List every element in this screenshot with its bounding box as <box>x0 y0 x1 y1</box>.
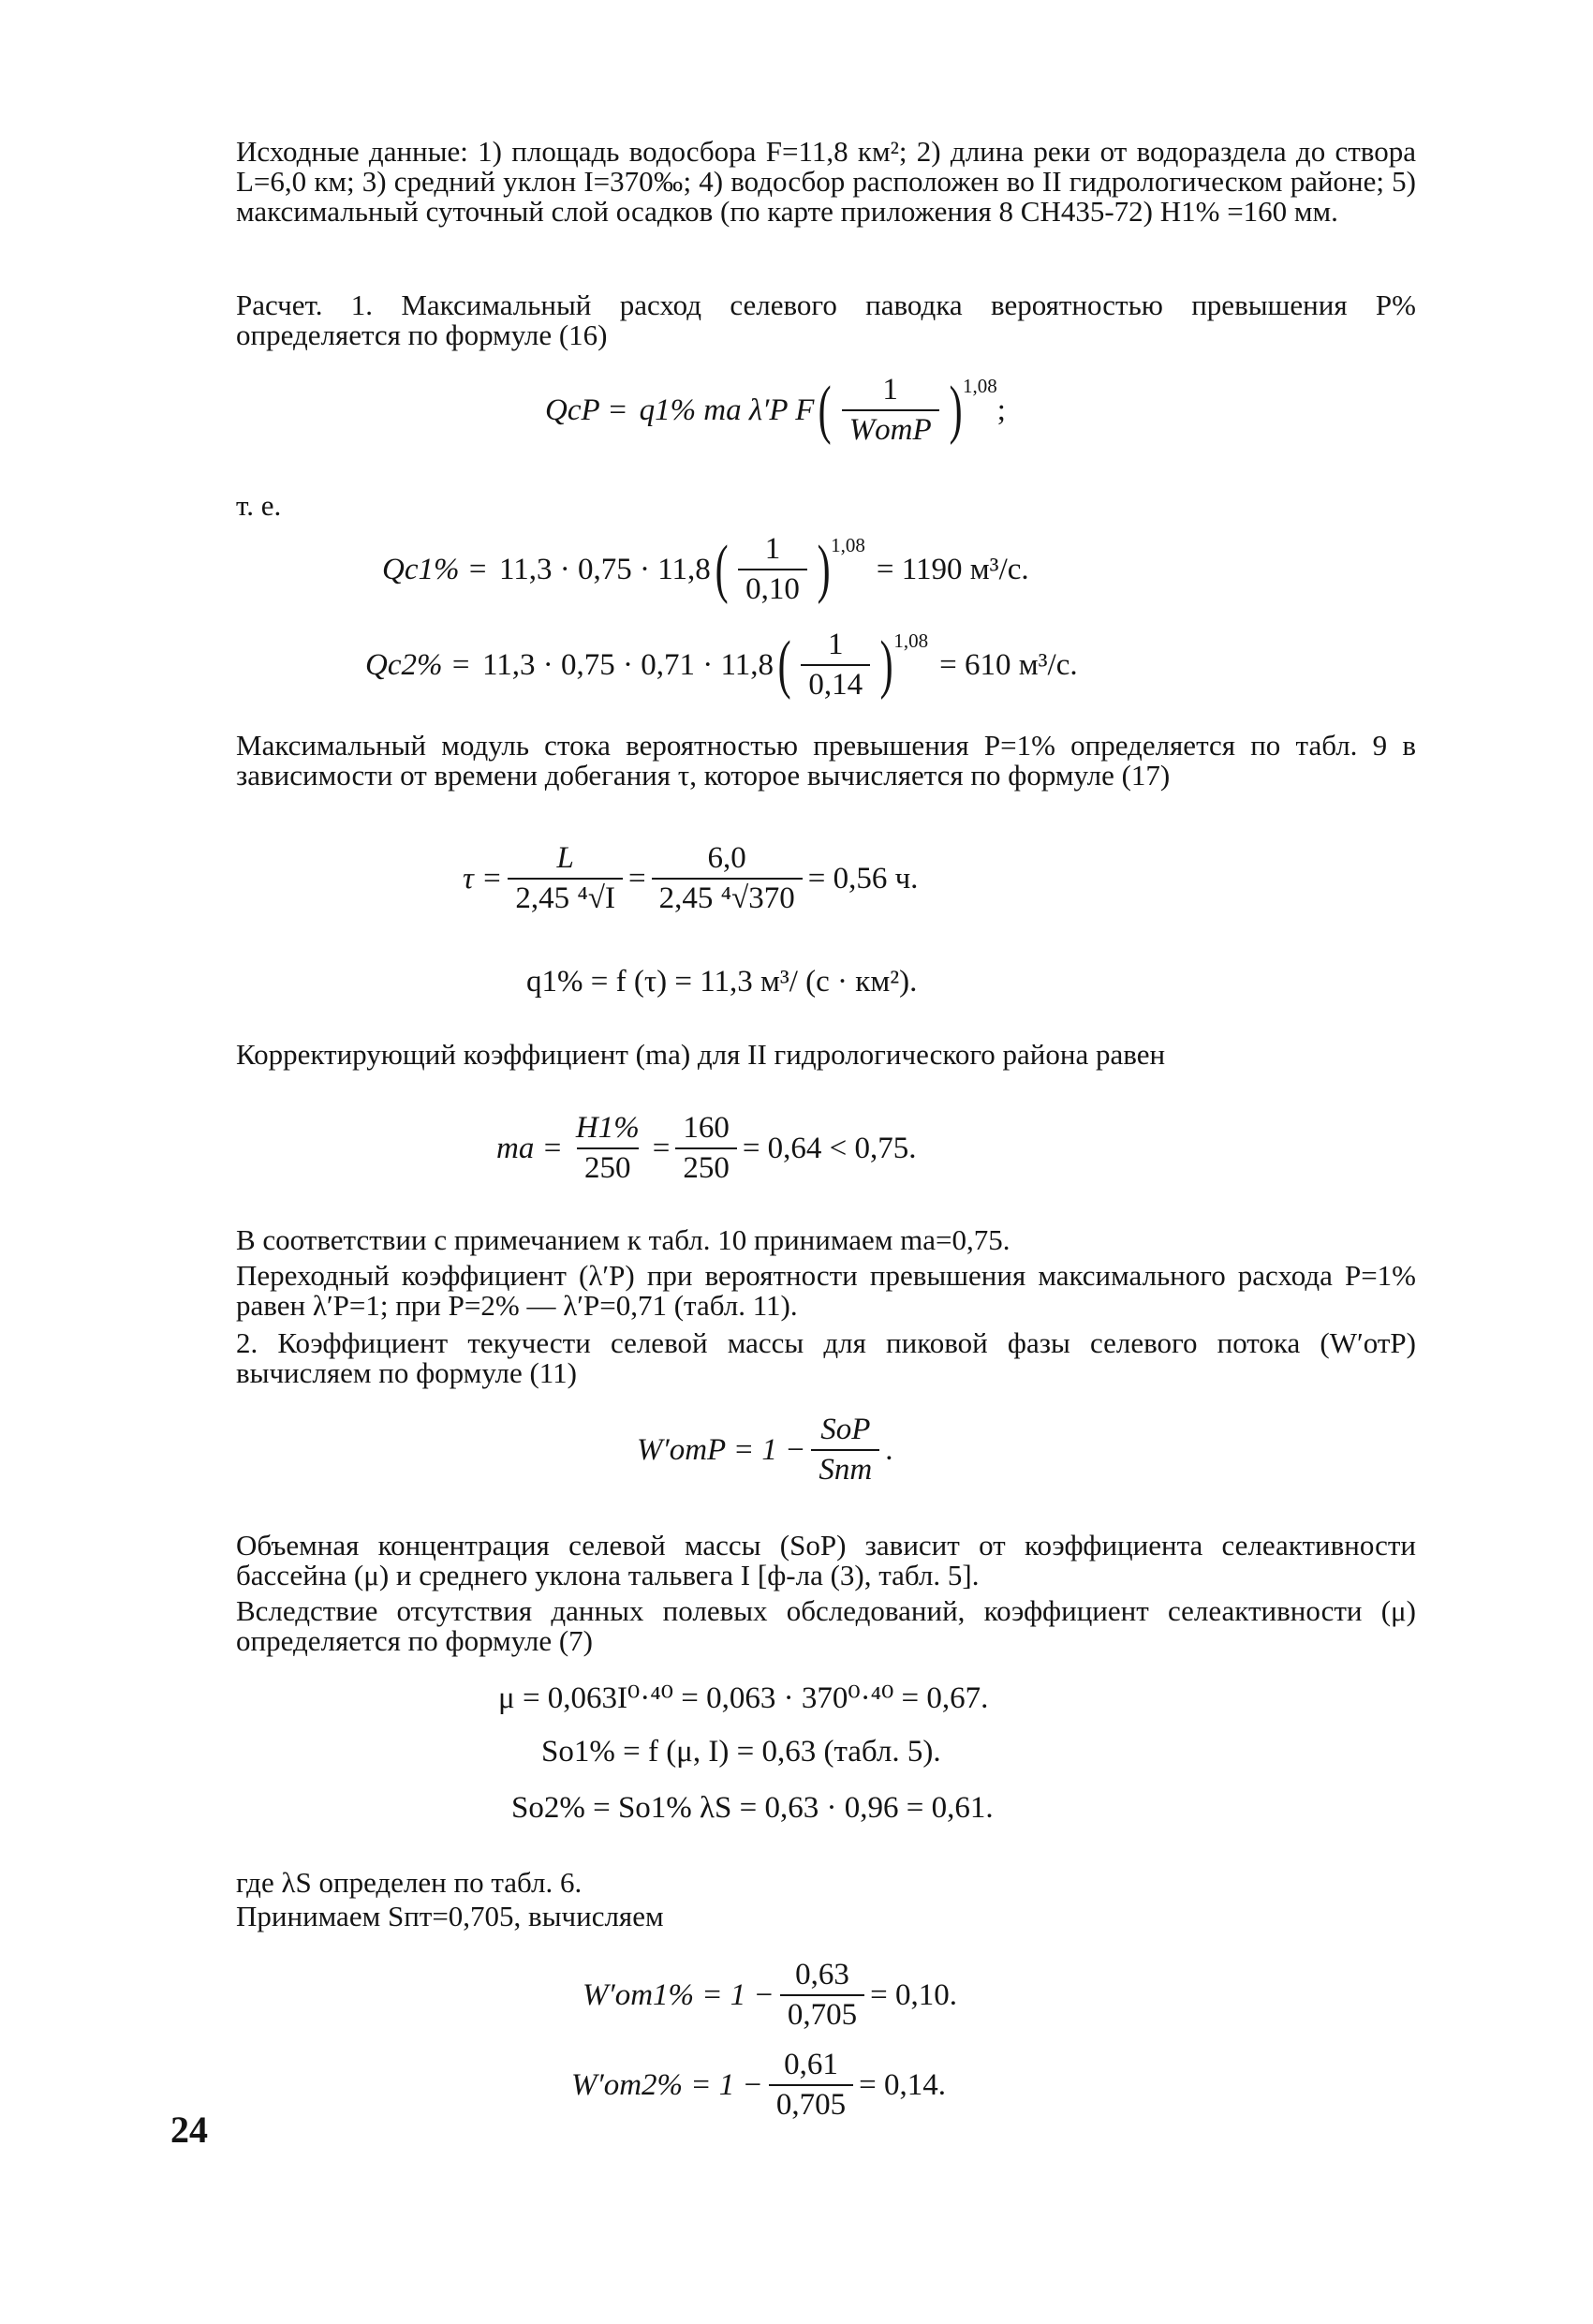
equation-so1: So1% = f (μ, I) = 0,63 (табл. 5). <box>541 1735 941 1769</box>
eq1-numerator: 1 <box>882 373 898 407</box>
eq12-lhs: W′от2% = 1 − <box>571 2067 763 2102</box>
eq2-tail: = 1190 м³/с. <box>876 552 1029 586</box>
eq3-lhs: Qc2% = <box>365 647 471 682</box>
eq4-numerator-1: L <box>556 841 574 875</box>
eq2-numerator: 1 <box>764 532 781 566</box>
eq7-lhs: W′отP = 1 − <box>637 1432 806 1467</box>
eq4-fraction-1 <box>508 841 623 916</box>
eq3-body: 11,3 · 0,75 · 0,71 · 11,8 <box>482 647 774 682</box>
eq6-mid: = <box>652 1131 671 1165</box>
eq4-mid: = <box>627 861 646 896</box>
paragraph-accordance: В соответствии с примечанием к табл. 10 принимаем mа=0,75. <box>236 1223 1010 1256</box>
eq12-numerator: 0,61 <box>784 2048 838 2081</box>
eq12-fraction <box>769 2048 853 2123</box>
eq7-denominator: Sпт <box>811 1449 879 1488</box>
equation-tau <box>463 841 918 916</box>
eq7-tail: . <box>885 1432 893 1467</box>
paragraph-no-field-data: Вследствие отсутствия данных полевых обследований, коэффициент селеактивности (μ) определяется по формуле (7) <box>236 1594 1416 1657</box>
eq6-denominator-2: 250 <box>675 1147 737 1186</box>
paragraph-lambda-s: где λS определен по табл. 6. <box>236 1866 583 1899</box>
eq6-tail: = 0,64 < 0,75. <box>742 1131 917 1165</box>
eq12-tail: = 0,14. <box>859 2067 946 2102</box>
eq3-exponent: 1,08 <box>893 629 929 652</box>
eq3-denominator: 0,14 <box>801 664 870 703</box>
eq1-fraction <box>842 373 939 448</box>
eq2-exponent: 1,08 <box>831 533 865 556</box>
eq6-lhs: ma = <box>496 1131 563 1165</box>
equation-so2: So2% = So1% λS = 0,63 · 0,96 = 0,61. <box>511 1791 994 1825</box>
eq4-denominator-2: 2,45 ⁴√370 <box>652 878 803 916</box>
equation-q1: q1% = f (τ) = 11,3 м³/ (с · км²). <box>526 965 918 999</box>
paragraph-accept-spt: Принимаем Sпт=0,705, вычисляем <box>236 1900 664 1932</box>
equation-mu: μ = 0,063I⁰·⁴⁰ = 0,063 · 370⁰·⁴⁰ = 0,67. <box>498 1681 989 1715</box>
paragraph-calculation: Расчет. 1. Максимальный расход селевого паводка вероятностью превышения P% определяется по формуле (16) <box>236 289 1416 351</box>
eq4-numerator-2: 6,0 <box>707 841 746 875</box>
paragraph-correction-coef: Корректирующий коэффициент (mа) для II гидрологического района равен <box>236 1038 1166 1071</box>
eq2-denominator: 0,10 <box>738 569 807 607</box>
eq6-numerator-2: 160 <box>683 1111 730 1145</box>
equation-qc2: Qc2% = 11,3 · 0,75 · 0,71 · 11,8 ( $\frac{1}{0,14}$ ) 1,08 = 610 м³/с. <box>365 628 1078 702</box>
equation-wot1 <box>583 1958 957 2033</box>
paragraph-max-module: Максимальный модуль стока вероятностью превышения P=1% определяется по табл. 9 в зависимости от времени добегания τ, которое вычисляется по формуле (17) <box>236 729 1416 792</box>
paragraph-volume-concentration: Объемная концентрация селевой массы (SоP) зависит от коэффициента селеактивности бассейна (μ) и среднего уклона тальвега I [ф-ла (3), табл. 5]. <box>236 1529 1416 1591</box>
eq4-tail: = 0,56 ч. <box>807 861 919 896</box>
paragraph-ie: т. е. <box>236 489 282 522</box>
eq11-numerator: 0,63 <box>795 1958 849 1991</box>
eq11-lhs: W′от1% = 1 − <box>583 1977 774 2012</box>
eq12-denominator: 0,705 <box>769 2084 853 2123</box>
equation-qcp-general: QcP = q1% ma λ′P F ( $\frac{1}{\text{WотP}}$ ) 1,08 ; <box>545 373 1006 447</box>
eq3-fraction <box>801 628 870 703</box>
eq1-exponent: 1,08 <box>962 374 997 397</box>
eq1-denominator: WотP <box>842 409 939 448</box>
eq2-fraction <box>738 532 807 607</box>
eq6-denominator-1: 250 <box>577 1147 639 1186</box>
eq4-fraction-2 <box>652 841 803 916</box>
eq1-tail: ; <box>996 392 1006 427</box>
eq11-denominator: 0,705 <box>780 1994 864 2033</box>
eq3-tail: = 610 м³/с. <box>939 647 1078 682</box>
equation-ma <box>496 1111 917 1186</box>
paragraph-transition-coef: Переходный коэффициент (λ′P) при вероятности превышения максимального расхода P=1% равен λ′P=1; при P=2% — λ′P=0,71 (табл. 11). <box>236 1259 1416 1322</box>
equation-qc1: Qc1% = 11,3 · 0,75 · 11,8 ( $\frac{1}{0,10}$ ) 1,08 = 1190 м³/с. <box>382 532 1029 606</box>
eq7-fraction <box>811 1413 879 1488</box>
eq1-lhs: QcP = <box>545 392 628 427</box>
page-number: 24 <box>170 2109 208 2151</box>
eq6-fraction-1 <box>568 1111 647 1186</box>
eq4-lhs: τ = <box>463 861 503 896</box>
eq11-fraction <box>780 1958 864 2033</box>
eq1-body: q1% ma λ′P F <box>639 392 815 427</box>
eq4-denominator-1: 2,45 ⁴√I <box>508 878 623 916</box>
eq7-numerator: SоP <box>820 1413 871 1446</box>
paragraph-fluidity-coef: 2. Коэффициент текучести селевой массы для пиковой фазы селевого потока (W′отP) вычисляем по формуле (11) <box>236 1326 1416 1389</box>
eq2-lhs: Qc1% = <box>382 552 488 586</box>
paragraph-input-data: Исходные данные: 1) площадь водосбора F=11,8 км²; 2) длина реки от водораздела до створа L=6,0 км; 3) средний уклон I=370‰; 4) водосбор расположен во II гидрологическом районе; 5) максимальный суточный слой осадков (по карте приложения 8 СН435-72) H1% =160 мм. <box>236 135 1416 228</box>
equation-wotp <box>637 1413 892 1488</box>
eq11-tail: = 0,10. <box>870 1977 957 2012</box>
equation-wot2 <box>571 2048 946 2123</box>
eq6-fraction-2 <box>675 1111 737 1186</box>
eq3-numerator: 1 <box>827 628 844 661</box>
eq6-numerator-1: H1% <box>575 1111 640 1145</box>
eq2-body: 11,3 · 0,75 · 11,8 <box>499 552 711 586</box>
